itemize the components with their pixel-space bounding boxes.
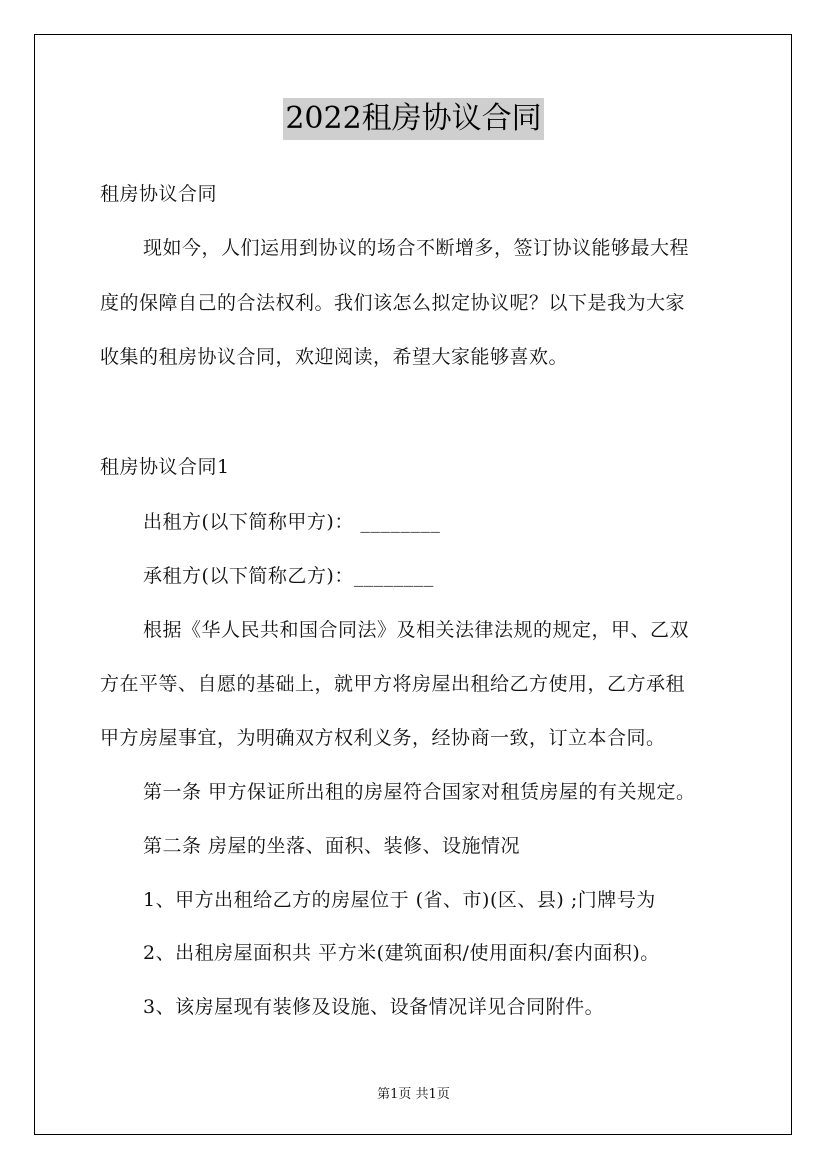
intro-line-2: 度的保障自己的合法权利。我们该怎么拟定协议呢？以下是我为大家 — [100, 292, 686, 314]
document-title: 2022租房协议合同 — [283, 98, 543, 140]
intro-line-1: 现如今，人们运用到协议的场合不断增多，签订协议能够最大程 — [143, 237, 690, 259]
item-1: 1、甲方出租给乙方的房屋位于 (省、市)(区、县) ;门牌号为 — [143, 889, 656, 911]
article-1: 第一条 甲方保证所出租的房屋符合国家对租赁房屋的有关规定。 — [143, 781, 696, 803]
party-b-line: 承租方(以下简称乙方)：________ — [143, 565, 434, 587]
party-a-line: 出租方(以下简称甲方)： ________ — [143, 511, 441, 533]
basis-line-1: 根据《华人民共和国合同法》及相关法律法规的规定，甲、乙双 — [143, 619, 690, 641]
page-footer: 第1页 共1页 — [377, 1087, 450, 1102]
basis-line-2: 方在平等、自愿的基础上，就甲方将房屋出租给乙方使用，乙方承租 — [100, 673, 686, 695]
document-subtitle: 租房协议合同 — [100, 183, 218, 205]
item-3: 3、该房屋现有装修及设施、设备情况详见合同附件。 — [143, 996, 605, 1018]
article-2: 第二条 房屋的坐落、面积、装修、设施情况 — [143, 835, 521, 857]
title-container — [0, 98, 827, 140]
section-title: 租房协议合同1 — [100, 456, 230, 478]
basis-line-3: 甲方房屋事宜，为明确双方权利义务，经协商一致，订立本合同。 — [100, 727, 666, 749]
item-2: 2、出租房屋面积共 平方米(建筑面积/使用面积/套内面积)。 — [143, 942, 660, 964]
intro-line-3: 收集的租房协议合同，欢迎阅读，希望大家能够喜欢。 — [100, 346, 569, 368]
